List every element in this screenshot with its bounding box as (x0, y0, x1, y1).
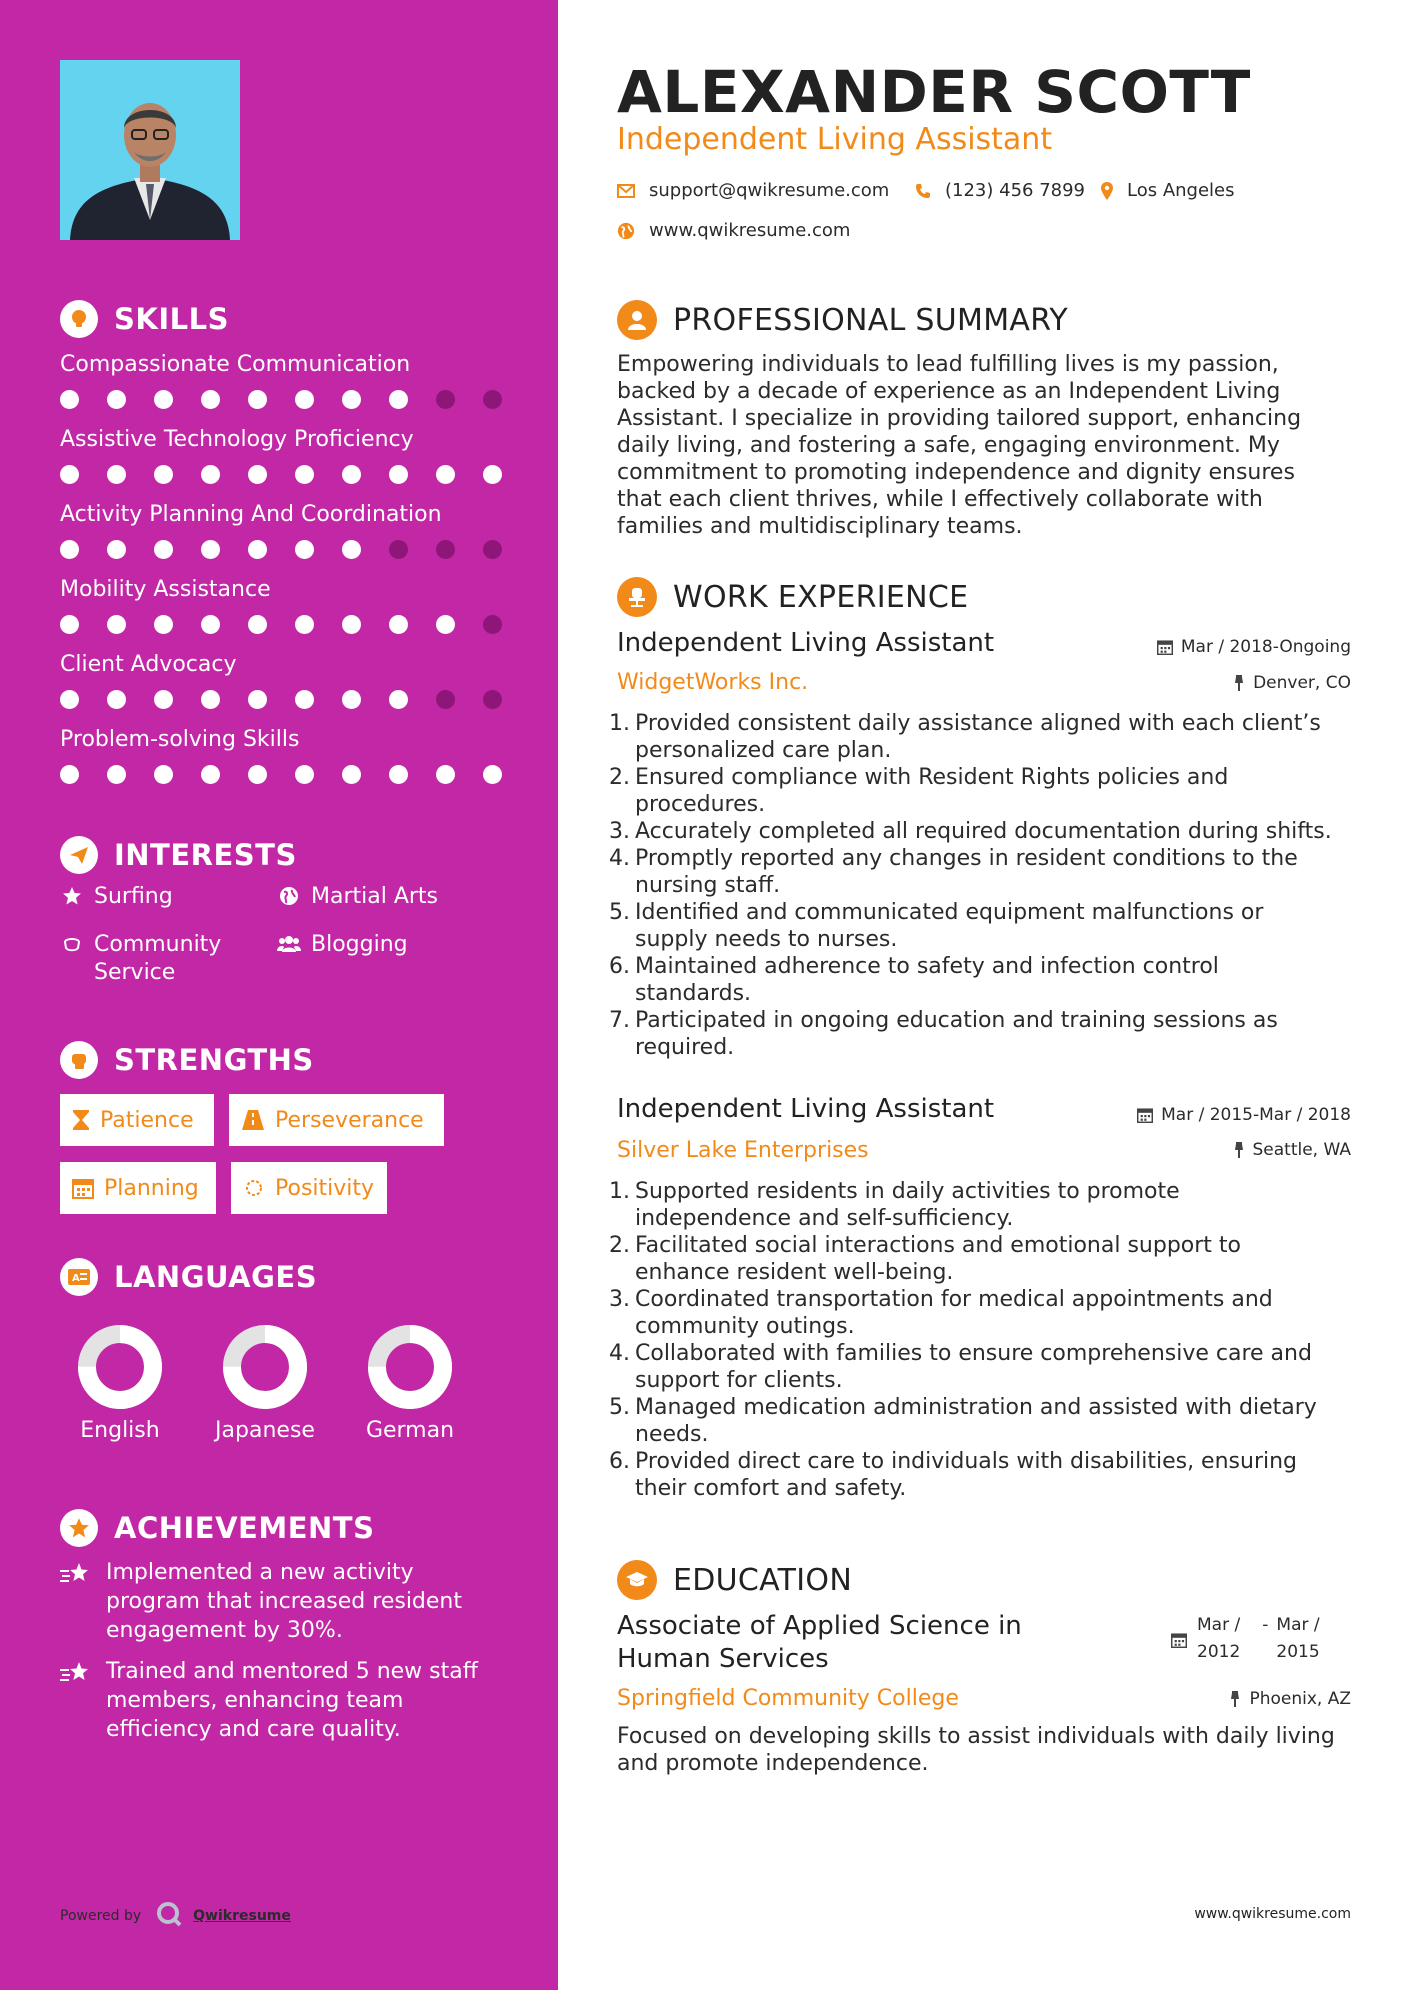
main-content (617, 0, 1351, 1990)
language-proficiency-ring (60, 1322, 180, 1412)
shooting-star-icon (60, 1558, 96, 1645)
language-name: English (80, 1418, 160, 1443)
languages-heading (60, 1258, 317, 1296)
rating-dot-filled (389, 465, 408, 484)
summary-title: PROFESSIONAL SUMMARY (673, 302, 1069, 338)
rating-dot-filled (295, 390, 314, 409)
education-title: EDUCATION (673, 1562, 853, 1598)
rating-dot-empty (483, 390, 502, 409)
rating-dot-filled (201, 690, 220, 709)
calendar-icon (1171, 1612, 1187, 1657)
strengths-title: STRENGTHS (114, 1043, 314, 1077)
education-school: Springfield Community College (617, 1686, 959, 1711)
sidebar (0, 0, 558, 1990)
rating-dot-filled (60, 615, 79, 634)
education-dates: Mar / 2012 - Mar / 2015 (1171, 1612, 1320, 1666)
candidate-name: ALEXANDER SCOTT (617, 58, 1251, 126)
rating-dot-filled (154, 465, 173, 484)
rating-dot-filled (107, 390, 126, 409)
rating-dot-filled (436, 465, 455, 484)
skill-rating (60, 690, 500, 710)
summary-line: Empowering individuals to lead fulfilling lives is my passion, (617, 352, 1279, 377)
globe-icon (277, 883, 301, 906)
star-icon (60, 883, 84, 906)
interest-item (60, 931, 221, 987)
interest-label-line: Service (94, 960, 176, 985)
job-duties-list (617, 710, 1351, 1061)
rating-dot-filled (154, 765, 173, 784)
powered-by-label: Powered by (60, 1908, 142, 1924)
summary-line: Assistant. I specialize in providing tailored support, enhancing (617, 406, 1302, 431)
rating-dot-empty (483, 690, 502, 709)
achievement-line: efficiency and care quality. (106, 1717, 401, 1742)
rating-dot-filled (107, 690, 126, 709)
language-name: German (365, 1418, 455, 1443)
skill-name: Activity Planning And Coordination (60, 502, 442, 527)
rating-dot-filled (248, 690, 267, 709)
summary-line: backed by a decade of experience as an Independent Living (617, 379, 1281, 404)
skill-name: Assistive Technology Proficiency (60, 427, 414, 452)
duty-item: Ensured compliance with Resident Rights policies and procedures. (635, 765, 1229, 817)
rating-dot-filled (342, 765, 361, 784)
language-proficiency-ring (205, 1322, 325, 1412)
language-icon (60, 1258, 98, 1296)
pushpin-icon (1233, 675, 1245, 691)
job-company: WidgetWorks Inc. (617, 670, 809, 695)
job-role: Independent Living Assistant (617, 628, 995, 658)
interest-item: Surfing (60, 883, 173, 911)
skills-heading (60, 300, 229, 338)
pushpin-icon (1229, 1691, 1241, 1707)
rating-dot-filled (436, 765, 455, 784)
svg-text:A: A (72, 1273, 80, 1284)
interest-item: Blogging (277, 931, 408, 959)
calendar-icon (1157, 639, 1173, 655)
rating-dot-filled (154, 390, 173, 409)
star-badge-icon (60, 1509, 98, 1547)
contact-website (617, 220, 850, 241)
summary-line: families and multidisciplinary teams. (617, 514, 1023, 539)
rating-dot-filled (389, 390, 408, 409)
duty-item: Participated in ongoing education and training sessions as required. (635, 1008, 1278, 1060)
interests-heading (60, 836, 297, 874)
strength-tag: Positivity (231, 1162, 387, 1214)
rating-dot-empty (389, 540, 408, 559)
contact-phone (915, 180, 1085, 201)
hourglass-icon (72, 1109, 90, 1131)
skill-rating (60, 540, 500, 560)
rating-dot-filled (201, 765, 220, 784)
education-location: Phoenix, AZ (1229, 1689, 1351, 1709)
education-degree (617, 1610, 1022, 1676)
achievement-line: members, enhancing team (106, 1688, 404, 1713)
rating-dot-filled (107, 465, 126, 484)
rating-dot-filled (201, 390, 220, 409)
rating-dot-filled (60, 465, 79, 484)
interests-title: INTERESTS (114, 838, 297, 872)
rating-dot-filled (248, 540, 267, 559)
rating-dot-empty (436, 390, 455, 409)
graduation-cap-icon (617, 1560, 657, 1600)
rating-dot-filled (342, 615, 361, 634)
rating-dot-filled (436, 615, 455, 634)
rating-dot-filled (295, 765, 314, 784)
degree-line: Human Services (617, 1644, 829, 1674)
road-icon (241, 1110, 265, 1130)
achievements-title: ACHIEVEMENTS (114, 1511, 375, 1545)
rating-dot-filled (107, 765, 126, 784)
rating-dot-filled (248, 615, 267, 634)
language-proficiency-ring (350, 1322, 470, 1412)
summary-line: commitment to promoting independence and dignity ensures (617, 460, 1295, 485)
website-link[interactable]: www.qwikresume.com (649, 220, 851, 241)
rating-dot-filled (60, 540, 79, 559)
experience-heading (617, 577, 968, 617)
paper-plane-icon (60, 836, 98, 874)
pushpin-icon (1233, 1142, 1245, 1158)
duty-item: Provided consistent daily assistance aligned with each client’s personalized care plan. (635, 711, 1321, 763)
achievement-item (60, 1657, 500, 1744)
summary-heading (617, 300, 1068, 340)
rating-dot-filled (483, 465, 502, 484)
rating-dot-filled (389, 765, 408, 784)
fist-icon (60, 1041, 98, 1079)
contact-email (617, 180, 889, 201)
rating-dot-filled (295, 615, 314, 634)
calendar-icon (72, 1177, 94, 1199)
job-dates: Mar / 2018-Ongoing (1157, 637, 1351, 657)
skill-name: Problem-solving Skills (60, 727, 300, 752)
duty-item: Accurately completed all required documentation during shifts. (635, 819, 1332, 844)
footer-website[interactable]: www.qwikresume.com (1194, 1906, 1351, 1922)
lightbulb-icon (60, 300, 98, 338)
duty-item: Maintained adherence to safety and infection control standards. (635, 954, 1219, 1006)
rating-dot-filled (201, 465, 220, 484)
degree-line: Associate of Applied Science in (617, 1611, 1022, 1641)
education-heading (617, 1560, 852, 1600)
envelope-icon (617, 184, 635, 198)
qwikresume-link[interactable]: Qwikresume (193, 1908, 291, 1924)
duty-item: Managed medication administration and assisted with dietary needs. (635, 1395, 1317, 1447)
skill-name: Compassionate Communication (60, 352, 411, 377)
rating-dot-filled (389, 690, 408, 709)
rating-dot-filled (201, 615, 220, 634)
job-role: Independent Living Assistant (617, 1094, 995, 1124)
rating-dot-filled (342, 390, 361, 409)
users-icon (277, 931, 301, 954)
rating-dot-filled (342, 540, 361, 559)
powered-by (60, 1900, 291, 1932)
achievement-line: engagement by 30%. (106, 1618, 343, 1643)
rating-dot-empty (483, 540, 502, 559)
rating-dot-filled (154, 690, 173, 709)
map-pin-icon (1101, 182, 1113, 200)
location-text: Los Angeles (1127, 180, 1235, 201)
language-name: Japanese (215, 1418, 315, 1443)
rating-dot-filled (107, 615, 126, 634)
rating-dot-filled (201, 540, 220, 559)
rating-dot-filled (60, 390, 79, 409)
language-item (60, 1322, 180, 1443)
strength-tag: Patience (60, 1094, 214, 1146)
calendar-icon (1137, 1107, 1153, 1123)
skills-title: SKILLS (114, 302, 229, 336)
interest-item: Martial Arts (277, 883, 438, 911)
achievement-line: program that increased resident (106, 1589, 462, 1614)
summary-line: that each client thrives, while I effectively collaborate with (617, 487, 1263, 512)
briefcase-chair-icon (617, 577, 657, 617)
experience-title: WORK EXPERIENCE (673, 579, 969, 615)
achievement-line: Trained and mentored 5 new staff (106, 1659, 478, 1684)
duty-item: Supported residents in daily activities to promote independence and self-sufficiency. (635, 1179, 1180, 1231)
rating-dot-filled (154, 615, 173, 634)
hand-icon (60, 931, 84, 954)
rating-dot-filled (295, 540, 314, 559)
skill-rating (60, 615, 500, 635)
achievements-heading (60, 1509, 374, 1547)
rating-dot-filled (60, 765, 79, 784)
summary-line: daily living, and fostering a safe, engaging environment. My (617, 433, 1280, 458)
rating-dot-filled (60, 690, 79, 709)
rating-dot-filled (483, 765, 502, 784)
rating-dot-filled (248, 765, 267, 784)
rating-dot-filled (154, 540, 173, 559)
rating-dot-filled (248, 465, 267, 484)
rating-dot-filled (342, 690, 361, 709)
skill-rating (60, 765, 500, 785)
email-text[interactable]: support@qwikresume.com (649, 180, 890, 201)
skill-rating (60, 390, 500, 410)
language-item (350, 1322, 470, 1443)
duty-item: Facilitated social interactions and emotional support to enhance resident well-being. (635, 1233, 1242, 1285)
strength-tag: Planning (60, 1162, 216, 1214)
rating-dot-filled (107, 540, 126, 559)
skill-rating (60, 465, 500, 485)
phone-text[interactable]: (123) 456 7899 (945, 180, 1086, 201)
language-item (205, 1322, 325, 1443)
skill-name: Mobility Assistance (60, 577, 271, 602)
job-location: Seattle, WA (1233, 1140, 1352, 1160)
rating-dot-empty (436, 540, 455, 559)
user-icon (617, 300, 657, 340)
duty-item: Collaborated with families to ensure comprehensive care and support for clients. (635, 1341, 1312, 1393)
education-desc-line: and promote independence. (617, 1751, 929, 1776)
duty-item: Coordinated transportation for medical appointments and community outings. (635, 1287, 1273, 1339)
languages-title: LANGUAGES (114, 1260, 318, 1294)
profile-photo (60, 60, 240, 240)
candidate-title: Independent Living Assistant (617, 122, 1053, 157)
interest-label-line: Community (94, 932, 222, 957)
rating-dot-empty (436, 690, 455, 709)
achievement-item (60, 1558, 500, 1645)
rating-dot-filled (295, 465, 314, 484)
strength-tag: Perseverance (229, 1094, 444, 1146)
rating-dot-empty (483, 615, 502, 634)
strengths-heading (60, 1041, 314, 1079)
contact-location (1101, 180, 1235, 201)
sun-icon (243, 1177, 265, 1199)
achievement-line: Implemented a new activity (106, 1560, 414, 1585)
duty-item: Provided direct care to individuals with disabilities, ensuring their comfort and safety. (635, 1449, 1298, 1501)
job-dates: Mar / 2015-Mar / 2018 (1137, 1105, 1351, 1125)
rating-dot-filled (248, 390, 267, 409)
duty-item: Identified and communicated equipment malfunctions or supply needs to nurses. (635, 900, 1264, 952)
rating-dot-filled (389, 615, 408, 634)
rating-dot-filled (295, 690, 314, 709)
summary-text (617, 351, 1351, 540)
job-location: Denver, CO (1233, 673, 1351, 693)
qwikresume-logo-icon (155, 1900, 183, 1932)
job-duties-list (617, 1178, 1351, 1502)
shooting-star-icon (60, 1657, 96, 1744)
rating-dot-filled (342, 465, 361, 484)
duty-item: Promptly reported any changes in resident conditions to the nursing staff. (635, 846, 1298, 898)
globe-icon (617, 222, 635, 240)
phone-icon (915, 183, 931, 199)
education-desc-line: Focused on developing skills to assist individuals with daily living (617, 1724, 1335, 1749)
job-company: Silver Lake Enterprises (617, 1138, 869, 1163)
education-description (617, 1723, 1351, 1777)
skill-name: Client Advocacy (60, 652, 237, 677)
